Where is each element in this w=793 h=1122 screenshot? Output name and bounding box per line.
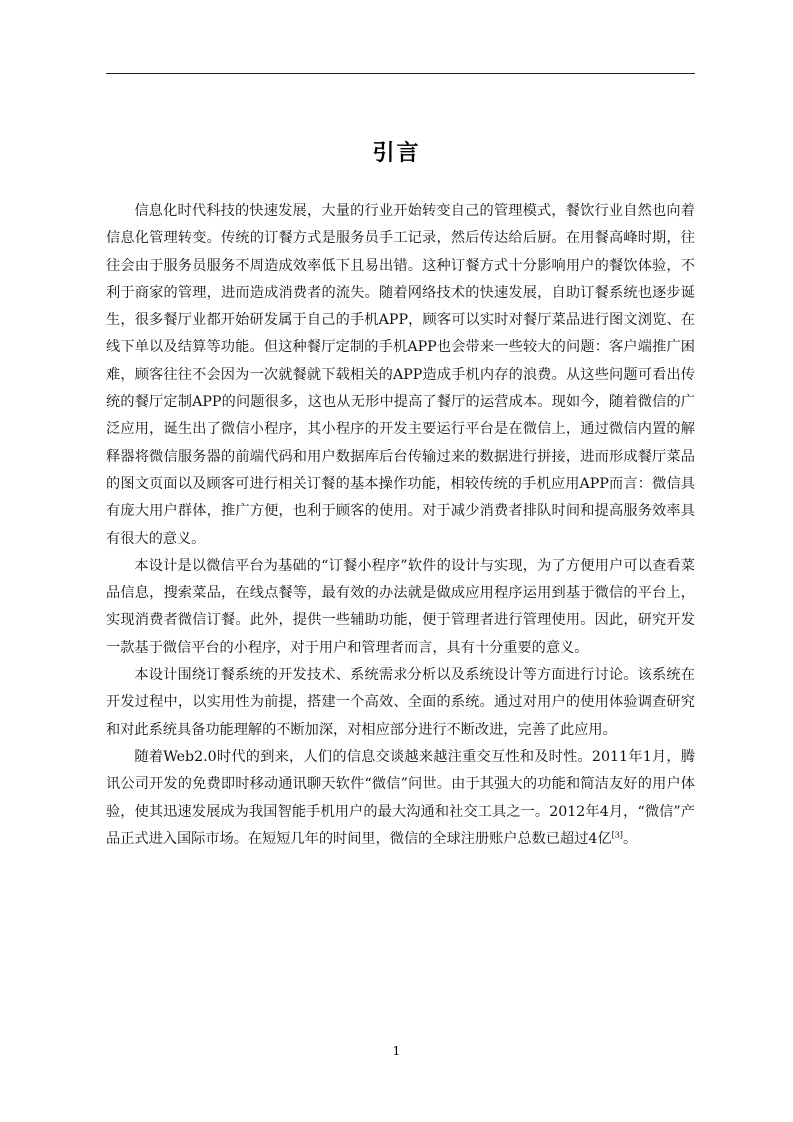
paragraph-2: 本设计是以微信平台为基础的“订餐小程序”软件的设计与实现，为了方便用户可以查看菜品信息，搜索菜品，在线点餐等，最有效的办法就是做成应用程序运用到基于微信的平台上，实现消费者微信订餐。此外，提供一些辅助功能，便于管理者进行管理使用。因此，研究开发一款基于微信平台的小程序，对于用户和管理者而言，具有十分重要的意义。 (106, 557, 695, 656)
paragraph-1: 信息化时代科技的快速发展，大量的行业开始转变自己的管理模式，餐饮行业自然也向着信息化管理转变。传统的订餐方式是服务员手工记录，然后传达给后厨。在用餐高峰时期，往往会由于服务员服务不周造成效率低下且易出错。这种订餐方式十分影响用户的餐饮体验，不利于商家的管理，进而造成消费者的流失。随着网络技术的快速发展，自助订餐系统也逐步诞生，很多餐厅业都开始研发属于自己的手机APP，顾客可以实时对餐厅菜品进行图文浏览、在线下单以及结算等功能。但这种餐厅定制的手机APP也会带来一些较大的问题：客户端推广困难，顾客往往不会因为一次就餐就下载相关的APP造成手机内存的浪费。从这些问题可看出传统的餐厅定制APP的问题很多，这也从无形中提高了餐厅的运营成本。现如今，随着微信的广泛应用，诞生出了微信小程序，其小程序的开发主要运行平台是在微信上，通过微信内置的解释器将微信服务器的前端代码和用户数据库后台传输过来的数据进行拼接，进而形成餐厅菜品的图文页面以及顾客可进行相关订餐的基本操作功能，相较传统的手机应用APP而言：微信具有庞大用户群体，推广方便，也利于顾客的使用。对于减少消费者排队时间和提高服务效率具有很大的意义。 (106, 203, 695, 547)
paragraph-4-text: 随着Web2.0时代的到来，人们的信息交谈越来越注重交互性和及时性。2011年1月，腾讯公司开发的免费即时移动通讯聊天软件“微信”问世。由于其强大的功能和简洁友好的用户体验，使其迅速发展成为我国智能手机用户的最大沟通和社交工具之一。2012年4月，“微信”产品正式进入国际市场。在短短几年的时间里，微信的全球注册账户总数已超过4亿 (106, 748, 695, 847)
page-number: 1 (392, 1044, 401, 1058)
citation-marker: [3] (611, 830, 623, 840)
paragraph-4-end: 。 (622, 830, 638, 847)
paragraph-4 (106, 744, 695, 853)
page-title: 引言 (372, 141, 421, 166)
body-text (106, 198, 695, 853)
header-rule (106, 73, 695, 74)
paragraph-3: 本设计围绕订餐系统的开发技术、系统需求分析以及系统设计等方面进行讨论。该系统在开发过程中，以实用性为前提，搭建一个高效、全面的系统。通过对用户的使用体验调查研究和对此系统具备功能理解的不断加深，对相应部分进行不断改进，完善了此应用。 (106, 667, 695, 738)
